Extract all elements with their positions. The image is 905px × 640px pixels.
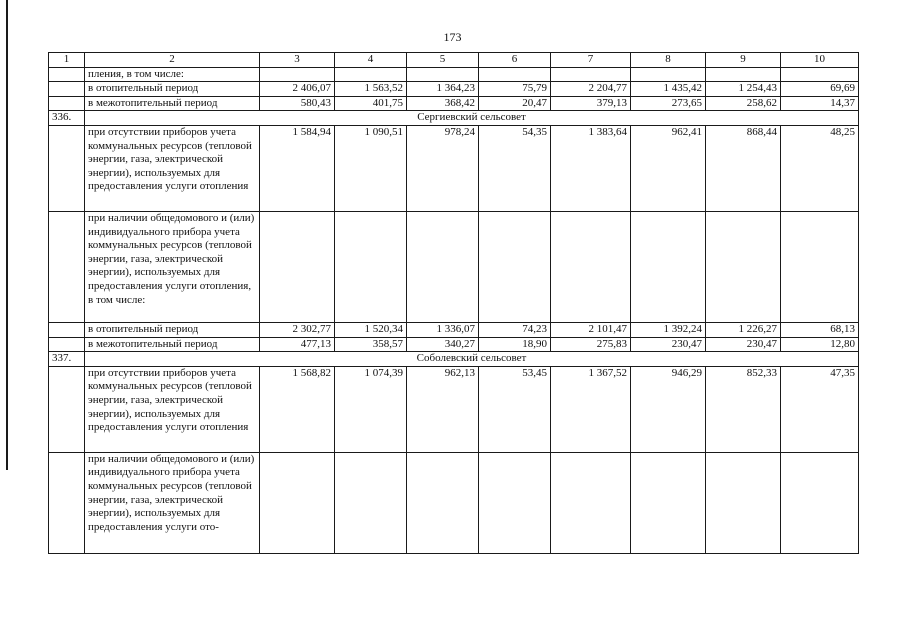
value-cell: 258,62 — [706, 96, 781, 111]
value-cell: 962,41 — [631, 125, 706, 211]
value-cell: 48,25 — [781, 125, 859, 211]
row-number — [49, 366, 85, 452]
section-title: Соболевский сельсовет — [85, 352, 859, 367]
value-cell: 1 584,94 — [260, 125, 335, 211]
value-cell: 2 406,07 — [260, 82, 335, 97]
header-cell: 6 — [479, 53, 551, 68]
table-row — [49, 96, 859, 111]
value-cell: 1 336,07 — [407, 322, 479, 337]
row-description: в отопительный период — [85, 82, 260, 97]
value-cell — [335, 211, 407, 322]
value-cell — [260, 67, 335, 82]
row-number — [49, 452, 85, 553]
value-cell: 401,75 — [335, 96, 407, 111]
table-row — [49, 452, 859, 553]
value-cell: 53,45 — [479, 366, 551, 452]
header-cell: 5 — [407, 53, 479, 68]
scan-edge — [6, 0, 8, 470]
value-cell: 379,13 — [551, 96, 631, 111]
value-cell: 358,57 — [335, 337, 407, 352]
value-cell: 18,90 — [479, 337, 551, 352]
row-description: при отсутствии приборов учета коммунальных ресурсов (тепловой энергии, газа, электрической энергии), используемых для предоставления услуги отопления — [85, 366, 260, 452]
section-row — [49, 352, 859, 367]
value-cell: 1 435,42 — [631, 82, 706, 97]
header-cell: 2 — [85, 53, 260, 68]
value-cell: 1 392,24 — [631, 322, 706, 337]
value-cell — [260, 452, 335, 553]
value-cell: 1 568,82 — [260, 366, 335, 452]
header-cell: 9 — [706, 53, 781, 68]
header-cell: 7 — [551, 53, 631, 68]
row-description: в отопительный период — [85, 322, 260, 337]
section-row — [49, 111, 859, 126]
value-cell: 340,27 — [407, 337, 479, 352]
row-description: при наличии общедомового и (или) индивидуального прибора учета коммунальных ресурсов (тепловой энергии, газа, электрической энергии), используемых для предоставления услуги отопления, в том числе: — [85, 211, 260, 322]
value-cell — [407, 211, 479, 322]
value-cell: 1 074,39 — [335, 366, 407, 452]
table-row — [49, 211, 859, 322]
row-description: пления, в том числе: — [85, 67, 260, 82]
table-row — [49, 67, 859, 82]
table-row — [49, 337, 859, 352]
section-title: Сергиевский сельсовет — [85, 111, 859, 126]
value-cell: 580,43 — [260, 96, 335, 111]
header-cell: 3 — [260, 53, 335, 68]
value-cell: 69,69 — [781, 82, 859, 97]
value-cell: 1 383,64 — [551, 125, 631, 211]
value-cell — [407, 452, 479, 553]
value-cell: 273,65 — [631, 96, 706, 111]
value-cell: 1 254,43 — [706, 82, 781, 97]
value-cell: 2 302,77 — [260, 322, 335, 337]
row-description: при отсутствии приборов учета коммунальных ресурсов (тепловой энергии, газа, электрической энергии), используемых для предоставления услуги отопления — [85, 125, 260, 211]
value-cell — [631, 211, 706, 322]
value-cell: 868,44 — [706, 125, 781, 211]
value-cell: 2 101,47 — [551, 322, 631, 337]
page-number: 173 — [443, 30, 462, 44]
value-cell — [260, 211, 335, 322]
row-number — [49, 67, 85, 82]
row-number — [49, 211, 85, 322]
row-number — [49, 322, 85, 337]
value-cell: 1 226,27 — [706, 322, 781, 337]
value-cell: 1 367,52 — [551, 366, 631, 452]
value-cell: 20,47 — [479, 96, 551, 111]
value-cell: 2 204,77 — [551, 82, 631, 97]
value-cell: 1 090,51 — [335, 125, 407, 211]
value-cell: 962,13 — [407, 366, 479, 452]
value-cell — [706, 211, 781, 322]
value-cell — [335, 67, 407, 82]
value-cell: 946,29 — [631, 366, 706, 452]
value-cell — [706, 67, 781, 82]
value-cell — [551, 67, 631, 82]
row-description: в межотопительный период — [85, 337, 260, 352]
value-cell — [479, 452, 551, 553]
value-cell: 230,47 — [631, 337, 706, 352]
value-cell — [479, 211, 551, 322]
value-cell: 74,23 — [479, 322, 551, 337]
header-cell: 4 — [335, 53, 407, 68]
value-cell: 477,13 — [260, 337, 335, 352]
value-cell — [479, 67, 551, 82]
row-number — [49, 337, 85, 352]
value-cell: 368,42 — [407, 96, 479, 111]
row-number: 337. — [49, 352, 85, 367]
value-cell — [335, 452, 407, 553]
value-cell — [706, 452, 781, 553]
value-cell — [631, 67, 706, 82]
value-cell: 54,35 — [479, 125, 551, 211]
value-cell: 14,37 — [781, 96, 859, 111]
row-number — [49, 96, 85, 111]
value-cell: 75,79 — [479, 82, 551, 97]
table-row — [49, 366, 859, 452]
value-cell: 978,24 — [407, 125, 479, 211]
value-cell — [781, 452, 859, 553]
value-cell — [781, 211, 859, 322]
table-row — [49, 322, 859, 337]
value-cell: 1 520,34 — [335, 322, 407, 337]
tariff-table — [48, 52, 859, 554]
value-cell: 230,47 — [706, 337, 781, 352]
header-cell: 10 — [781, 53, 859, 68]
row-number — [49, 125, 85, 211]
header-row — [49, 53, 859, 68]
table-row — [49, 125, 859, 211]
row-description: в межотопительный период — [85, 96, 260, 111]
value-cell — [407, 67, 479, 82]
row-number: 336. — [49, 111, 85, 126]
value-cell: 68,13 — [781, 322, 859, 337]
table-row — [49, 82, 859, 97]
value-cell: 275,83 — [551, 337, 631, 352]
value-cell — [781, 67, 859, 82]
header-cell: 8 — [631, 53, 706, 68]
header-cell: 1 — [49, 53, 85, 68]
value-cell: 1 364,23 — [407, 82, 479, 97]
value-cell — [551, 452, 631, 553]
value-cell: 1 563,52 — [335, 82, 407, 97]
value-cell: 47,35 — [781, 366, 859, 452]
value-cell — [631, 452, 706, 553]
value-cell — [551, 211, 631, 322]
row-number — [49, 82, 85, 97]
value-cell: 852,33 — [706, 366, 781, 452]
row-description: при наличии общедомового и (или) индивидуального прибора учета коммунальных ресурсов (тепловой энергии, газа, электрической энергии), используемых для предоставления услуги ото- — [85, 452, 260, 553]
value-cell: 12,80 — [781, 337, 859, 352]
